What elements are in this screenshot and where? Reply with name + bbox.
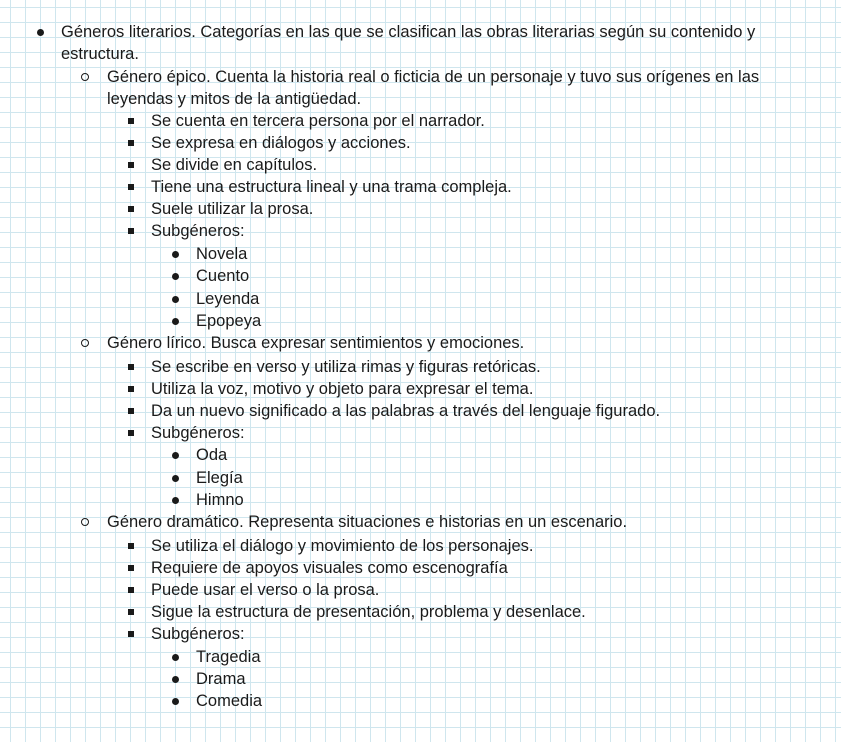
subgenero-text: Himno — [196, 491, 244, 509]
subgenero-text: Tragedia — [196, 648, 261, 666]
epico-heading: Género épico. Cuenta la historia real o ficticia de un personaje y tuvo sus orígenes en las leyendas y mitos de la antigüedad. — [107, 68, 760, 108]
subgenero-text: Epopeya — [196, 312, 262, 330]
subgenero-text: Oda — [196, 446, 228, 464]
disc-bullet-icon — [168, 243, 182, 265]
circle-bullet-icon — [78, 511, 92, 533]
dramatico-heading: Género dramático. Representa situaciones e historias en un escenario. — [107, 513, 628, 531]
point-text: Subgéneros: — [151, 222, 245, 240]
subgenero-text: Elegía — [196, 469, 243, 487]
square-bullet-icon — [124, 110, 138, 132]
square-bullet-icon — [124, 535, 138, 557]
point-text: Se divide en capítulos. — [151, 156, 318, 174]
point-text: Subgéneros: — [151, 625, 245, 643]
square-bullet-icon — [124, 176, 138, 198]
point-text: Subgéneros: — [151, 424, 245, 442]
disc-bullet-icon — [168, 668, 182, 690]
disc-bullet-icon — [168, 489, 182, 511]
square-bullet-icon — [124, 154, 138, 176]
square-bullet-icon — [124, 623, 138, 645]
point-text: Se expresa en diálogos y acciones. — [151, 134, 411, 152]
disc-bullet-icon — [168, 444, 182, 466]
point-text: Requiere de apoyos visuales como escenografía — [151, 559, 508, 577]
subgenero-text: Drama — [196, 670, 246, 688]
point-text: Puede usar el verso o la prosa. — [151, 581, 380, 599]
point-text: Suele utilizar la prosa. — [151, 200, 314, 218]
subgenero-text: Leyenda — [196, 290, 260, 308]
lirico-heading: Género lírico. Busca expresar sentimientos y emociones. — [107, 334, 525, 352]
square-bullet-icon — [124, 422, 138, 444]
square-bullet-icon — [124, 579, 138, 601]
circle-bullet-icon — [78, 332, 92, 354]
square-bullet-icon — [124, 557, 138, 579]
square-bullet-icon — [124, 378, 138, 400]
point-text: Sigue la estructura de presentación, problema y desenlace. — [151, 603, 586, 621]
square-bullet-icon — [124, 132, 138, 154]
disc-bullet-icon — [168, 310, 182, 332]
disc-bullet-icon — [168, 265, 182, 287]
disc-bullet-icon — [168, 467, 182, 489]
disc-bullet-icon — [168, 690, 182, 712]
point-text: Se utiliza el diálogo y movimiento de los personajes. — [151, 537, 534, 555]
square-bullet-icon — [124, 601, 138, 623]
disc-bullet-icon — [168, 288, 182, 310]
point-text: Se cuenta en tercera persona por el narrador. — [151, 112, 485, 130]
subgenero-text: Novela — [196, 245, 248, 263]
disc-bullet-icon — [33, 21, 47, 43]
root-text: Géneros literarios. Categorías en las que se clasifican las obras literarias según su contenido y estructura. — [61, 23, 756, 63]
point-text: Utiliza la voz, motivo y objeto para expresar el tema. — [151, 380, 534, 398]
subgenero-text: Cuento — [196, 267, 250, 285]
circle-bullet-icon — [78, 66, 92, 88]
point-text: Tiene una estructura lineal y una trama compleja. — [151, 178, 512, 196]
point-text: Da un nuevo significado a las palabras a través del lenguaje figurado. — [151, 402, 661, 420]
square-bullet-icon — [124, 198, 138, 220]
square-bullet-icon — [124, 220, 138, 242]
square-bullet-icon — [124, 400, 138, 422]
subgenero-text: Comedia — [196, 692, 263, 710]
point-text: Se escribe en verso y utiliza rimas y figuras retóricas. — [151, 358, 541, 376]
disc-bullet-icon — [168, 646, 182, 668]
square-bullet-icon — [124, 356, 138, 378]
